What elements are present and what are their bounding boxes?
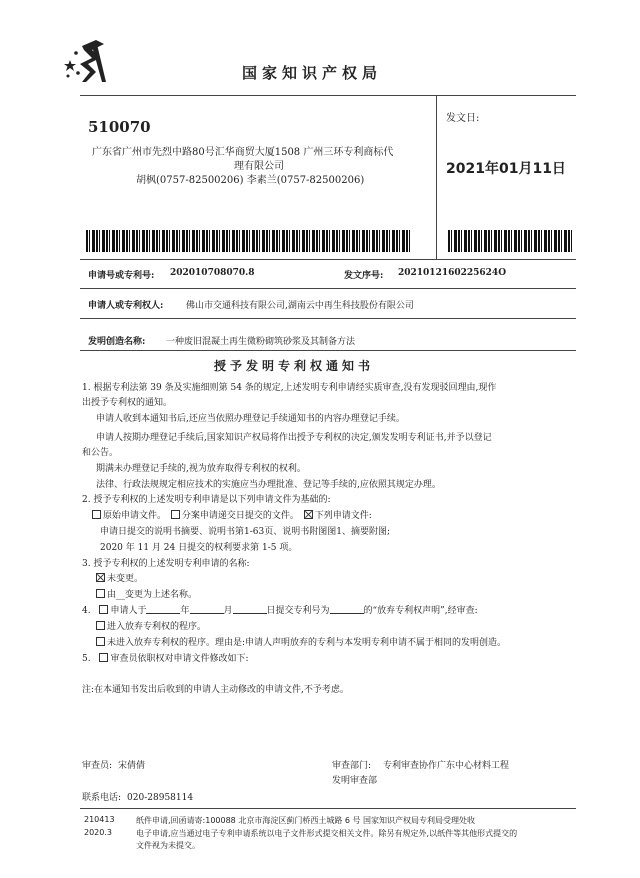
address-line-1: 广东省广州市先烈中路80号汇华商贸大厦1508 广州三环专利商标代	[92, 147, 394, 158]
applicant-label: 申请人或专利权人:	[88, 301, 164, 311]
phone-label: 联系电话:	[82, 793, 122, 803]
invention-title: 一种废旧混凝土再生微粉砌筑砂浆及其制备方法	[166, 337, 356, 347]
note: 注:在本通知书发出后收到的申请人主动修改的申请文件,不予考虑。	[82, 685, 349, 695]
checkbox-label: 下列申请文件:	[314, 511, 372, 521]
barcode	[86, 230, 412, 252]
dispatch-no-label: 发文序号:	[344, 271, 384, 281]
checkbox-row	[92, 508, 372, 521]
notice-text: 审查员依职权对申请文件修改如下:	[110, 654, 249, 664]
checkbox-label: 未变更。	[107, 574, 144, 584]
form-version: 2020.3	[84, 828, 112, 837]
barcode	[448, 230, 574, 252]
checkbox-label: 由__变更为上述名称。	[107, 590, 198, 600]
office-logo	[62, 38, 120, 86]
checkbox-unchanged[interactable]	[96, 573, 105, 582]
notice-text: 申请日提交的说明书摘要、说明书第1-63页、说明书附图图1、摘要附图;	[100, 527, 390, 537]
dispatch-date-label: 发文日:	[446, 113, 480, 124]
examiner-label: 审查员:	[82, 761, 113, 771]
checkbox-label: 分案申请递交日提交的文件。	[181, 511, 299, 521]
checkbox-enter-waiver[interactable]	[96, 621, 105, 630]
checkbox-row	[96, 619, 206, 632]
checkbox-name-changed[interactable]	[96, 589, 105, 598]
notice-text: 年	[180, 606, 190, 616]
notice-title: 授予发明专利权通知书	[214, 359, 375, 373]
item-number: 4.	[82, 606, 91, 616]
dept-name: 发明审查部	[332, 776, 378, 786]
postal-code: 510070	[88, 118, 151, 136]
application-no-label: 申请号或专利号:	[88, 271, 155, 281]
notice-text: 期满未办理登记手续的,视为放弃取得专利权的权利。	[96, 464, 306, 474]
notice-text: 1. 根据专利法第 39 条及实施细则第 54 条的规定,上述发明专利申请经实质审查,没有发现驳回理由,现作	[82, 383, 497, 393]
footer-note: 文件视为未提交。	[136, 841, 200, 850]
dept-label: 审查部门:	[332, 761, 372, 771]
application-no: 202010708070.8	[170, 268, 255, 278]
checkbox-label: 进入放弃专利权的程序。	[107, 622, 207, 632]
checkbox-following-docs[interactable]	[304, 510, 313, 519]
footer-note: 纸件申请,回函请寄:100088 北京市海淀区蓟门桥西土城路 6 号 国家知识产权局专利局受理处收	[136, 816, 476, 825]
notice-text: 2020 年 11 月 24 日提交的权利要求第 1-5 项。	[100, 543, 298, 553]
applicant: 佛山市交通科技有限公司,湖南云中再生科技股份有限公司	[186, 301, 414, 311]
form-code: 210413	[84, 815, 115, 824]
checkbox-row	[96, 571, 143, 584]
notice-text	[82, 651, 249, 664]
examiner	[82, 758, 145, 771]
checkbox-label: 未进入放弃专利权的程序。理由是:申请人声明放弃的专利与本发明专利申请不属于相同的发明创造。	[107, 638, 507, 648]
invention-label: 发明创造名称:	[88, 337, 146, 347]
notice-text: 3. 授予专利权的上述发明专利申请的名称:	[82, 559, 250, 569]
item-number: 5.	[82, 654, 91, 664]
notice-text: 的“放弃专利权声明”,经审查:	[363, 606, 478, 616]
phone	[82, 790, 193, 803]
dispatch-date: 2021年01月11日	[446, 161, 566, 177]
notice-text: 2. 授予专利权的上述发明专利申请是以下列申请文件为基础的:	[82, 495, 331, 505]
office-name: 国家知识产权局	[242, 64, 383, 82]
checkbox-original-docs[interactable]	[92, 510, 101, 519]
dept-name: 专利审查协作广东中心材料工程	[383, 761, 510, 771]
footer-note: 电子申请,应当通过电子专利申请系统以电子文件形式提交相关文件。除另有规定外,以纸件等其他形式提交的	[136, 829, 518, 838]
checkbox-waiver[interactable]	[99, 605, 108, 614]
notice-text: 申请人按期办理登记手续后,国家知识产权局将作出授予专利权的决定,颁发发明专利证书,并予以登记	[96, 433, 492, 443]
notice-text: 月	[223, 606, 233, 616]
notice-text: 和公告。	[82, 448, 119, 458]
notice-text	[82, 603, 478, 616]
address-line-2: 理有限公司	[234, 161, 284, 172]
notice-text: 出授予专利权的通知。	[82, 398, 173, 408]
checkbox-divisional-docs[interactable]	[171, 510, 180, 519]
examiner-name: 宋倩倩	[118, 761, 146, 771]
contacts: 胡枫(0757-82500206) 李素兰(0757-82500206)	[136, 175, 365, 186]
phone-number: 020-28958114	[127, 793, 194, 803]
notice-text: 法律、行政法规规定相应技术的实施应当办理批准、登记等手续的,应依照其规定办理。	[96, 480, 441, 490]
notice-text: 申请人于	[110, 606, 147, 616]
checkbox-row	[96, 635, 506, 648]
notice-text: 日提交专利号为	[266, 606, 330, 616]
checkbox-examiner-amend[interactable]	[99, 653, 108, 662]
checkbox-not-enter-waiver[interactable]	[96, 637, 105, 646]
checkbox-label: 原始申请文件。	[103, 511, 167, 521]
notice-text: 申请人收到本通知书后,还应当依照办理登记手续通知书的内容办理登记手续。	[96, 414, 405, 424]
checkbox-row	[96, 587, 197, 600]
dispatch-no: 2021012160225624O	[398, 268, 507, 278]
